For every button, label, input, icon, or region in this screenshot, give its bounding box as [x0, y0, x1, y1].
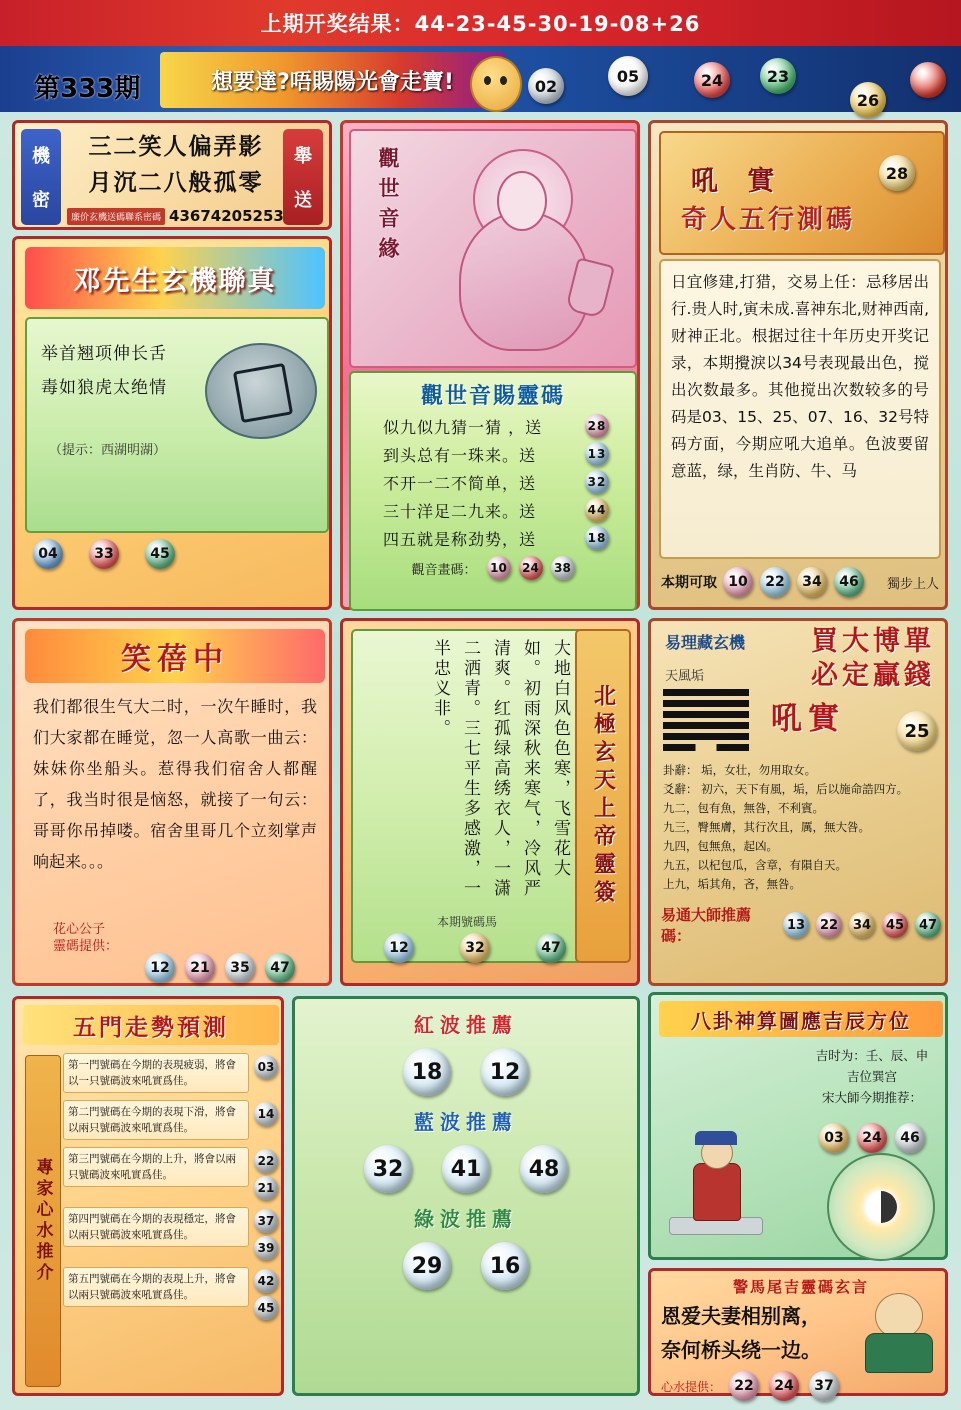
last-draw-bar	[0, 0, 961, 46]
five-gates-panel	[12, 996, 284, 1396]
jimi-left-char2: 密	[32, 190, 50, 211]
blue-wave-ball: 32	[364, 1145, 412, 1193]
yijing-head: 易理藏玄機	[665, 632, 746, 652]
mr-deng-title: 邓先生玄機聯真	[25, 247, 325, 309]
jimi-contact	[67, 207, 285, 225]
hou-ball: 34	[797, 567, 827, 597]
guanyin-image	[349, 129, 637, 368]
beiji-ball: 12	[384, 933, 414, 963]
guanyin-code-title: 觀世音賜靈碼	[420, 384, 565, 409]
bagua-ball: 03	[819, 1123, 849, 1153]
guanyin-line-ball: 28	[585, 414, 609, 438]
header-ball: 23	[760, 58, 796, 94]
hou-ball: 46	[834, 567, 864, 597]
secret-poem-panel	[12, 120, 332, 230]
joke-ball: 21	[185, 953, 215, 983]
five-gates-row-numbers	[253, 1267, 279, 1320]
green-wave-ball: 16	[481, 1242, 529, 1290]
jimi-right-char1: 舉	[294, 146, 312, 167]
green-wave-title: 綠波推薦	[414, 1207, 518, 1231]
five-gates-row	[63, 1267, 279, 1320]
rhyme-ball: 37	[809, 1371, 839, 1401]
five-gates-ball: 42	[254, 1269, 278, 1293]
mr-deng-panel	[12, 236, 332, 610]
bagua-panel	[648, 992, 948, 1260]
blue-wave-ball: 41	[442, 1145, 490, 1193]
yijing-ball: 22	[816, 912, 842, 938]
yijing-lines	[663, 761, 939, 894]
five-elements-foot	[661, 567, 939, 597]
five-gates-row-text: 第二門號碼在今期的表現下滑，將會以兩只號碼波來吼實爲佳。	[63, 1100, 249, 1140]
five-gates-ball: 14	[254, 1102, 278, 1126]
beiji-panel	[340, 618, 640, 986]
beiji-poem: 大地白风色色寒，飞雪花大如。初雨深秋来寒气，冷风严清爽。红孤绿高绣衣人，一潇二洒青。三七平生多感激，一半忠义非。	[430, 639, 570, 899]
joke-title: 笑蓓中	[25, 629, 325, 683]
rhyme-ball: 24	[769, 1371, 799, 1401]
cartoon-man-icon	[861, 1293, 935, 1371]
rhyme-foot-label: 心水提供：	[661, 1379, 722, 1394]
guanyin-line-text: 四五就是称劲势，送	[383, 529, 537, 549]
jimi-poem-line2: 月沉二八般孤零	[88, 170, 264, 196]
bagua-line3: 宋大師今期推荐：	[821, 1090, 922, 1105]
guanyin-line-ball: 13	[585, 442, 609, 466]
bagua-title: 八卦神算圖應吉辰方位	[659, 1001, 943, 1037]
guanyin-line	[351, 414, 635, 438]
bagua-line1: 吉时为：壬、辰、申	[815, 1048, 929, 1063]
guanyin-line-ball: 18	[585, 526, 609, 550]
rhyme-balls	[729, 1371, 839, 1401]
guanyin-line-text: 到头总有一珠来。送	[383, 445, 537, 465]
five-elements-signature: 獨步上人	[886, 576, 939, 592]
header-ball: 05	[608, 56, 648, 96]
header-ball: 26	[850, 82, 886, 118]
joke-balls	[145, 953, 295, 983]
rhyme-line2: 奈何桥头绕一边。	[661, 1338, 821, 1362]
five-elements-panel	[648, 120, 948, 610]
yijing-foot	[661, 904, 941, 946]
joke-ball: 35	[225, 953, 255, 983]
yijing-foot-label: 易通大師推薦碼：	[661, 906, 752, 945]
five-elements-foot-label: 本期可取	[661, 575, 717, 591]
blue-wave-balls	[295, 1145, 637, 1193]
yijing-ball: 13	[783, 912, 809, 938]
five-gates-ball: 03	[254, 1055, 278, 1079]
beiji-ball: 47	[536, 933, 566, 963]
five-gates-row-text: 第一門號碼在今期的表現疲弱，將會以一只號碼波來吼實爲佳。	[63, 1053, 249, 1093]
wave-recommend-panel	[292, 996, 640, 1396]
yijing-ball: 45	[882, 912, 908, 938]
yijing-slogan-line1: 買大博單	[811, 626, 935, 657]
guanyin-foot	[351, 556, 635, 580]
green-wave-ball: 29	[403, 1242, 451, 1290]
five-elements-header	[659, 131, 945, 255]
five-gates-ball: 22	[254, 1149, 278, 1173]
guanyin-code-box	[349, 371, 637, 611]
guanyin-foot-ball: 10	[487, 556, 511, 580]
mr-deng-hint: （提示：西湖明湖）	[49, 443, 167, 458]
red-wave-title: 紅波推薦	[414, 1013, 518, 1037]
guanyin-foot-ball: 24	[519, 556, 543, 580]
page-header	[0, 0, 961, 112]
jimi-left-char1: 機	[32, 146, 50, 167]
guanyin-figure-icon	[421, 141, 631, 356]
joke-sign-line2: 靈碼提供：	[53, 939, 119, 954]
blue-wave-ball: 48	[520, 1145, 568, 1193]
yijing-slogan	[745, 625, 935, 693]
last-draw-numbers: 44-23-45-30-19-08+26	[414, 12, 701, 36]
red-wave-ball: 12	[481, 1048, 529, 1096]
jimi-right-char2: 送	[294, 190, 312, 211]
promo-banner: 想要達?唔賜陽光會走寶!	[160, 52, 505, 108]
rhyme-ball: 22	[729, 1371, 759, 1401]
yijing-hou-text: 吼實	[771, 701, 845, 737]
beiji-note: 本期號碼馬	[436, 915, 497, 929]
bagua-text	[801, 1045, 943, 1108]
yijing-ball: 47	[915, 912, 941, 938]
five-gates-row	[63, 1053, 279, 1093]
guanyin-lines	[351, 414, 635, 550]
yijing-line: 九三，臀無膚，其行次且，厲，無大咎。	[663, 820, 870, 834]
figurine-icon	[669, 1125, 761, 1235]
five-gates-ball: 45	[254, 1296, 278, 1320]
guanyin-foot-label: 觀音畫碼：	[411, 562, 477, 578]
rhyme-panel	[648, 1268, 948, 1396]
guanyin-line	[351, 526, 635, 550]
joke-ball: 47	[265, 953, 295, 983]
yijing-line: 九五，以杞包瓜，含章，有隕自天。	[663, 858, 847, 872]
mr-deng-balls	[33, 539, 317, 569]
five-gates-row	[63, 1147, 279, 1200]
five-gates-ball: 21	[254, 1176, 278, 1200]
five-gates-side-label: 專家心水推介	[25, 1055, 61, 1387]
red-wave-balls	[295, 1048, 637, 1096]
deng-ball: 04	[33, 539, 63, 569]
five-gates-row	[63, 1100, 279, 1140]
bagua-ball: 24	[857, 1123, 887, 1153]
last-draw-text	[0, 8, 961, 38]
five-elements-body: 日宜修建,打猎，交易上任：忌移居出行.贵人时,寅未成.喜神东北,财神西南,财神正北。根据过往十年历史开奖记录，本期攪淚以34号表现最出色，搅出次数最多。其他搅出次数较多的号码是03、15、25、07、16、32号特码方面，今期应吼大追单。色波要留意蓝，绿，生肖防、牛、马	[659, 259, 941, 559]
jimi-poem	[69, 129, 283, 201]
five-elements-balls	[723, 567, 864, 597]
hexagram-icon	[663, 685, 749, 755]
yijing-panel	[648, 618, 948, 986]
five-gates-row-numbers	[253, 1147, 279, 1200]
guanyin-line-ball: 32	[585, 470, 609, 494]
guanyin-line	[351, 442, 635, 466]
five-gates-ball: 37	[254, 1209, 278, 1233]
jimi-contact-tag: 廉价玄機送碼聯系密碼	[67, 208, 165, 225]
joke-footer	[27, 921, 323, 955]
beiji-side-title: 北極玄天上帝靈簽	[575, 629, 631, 963]
bagua-wheel-icon	[827, 1153, 935, 1261]
red-wave-ball: 18	[403, 1048, 451, 1096]
deng-ball: 33	[89, 539, 119, 569]
mr-deng-poem	[41, 337, 201, 405]
blue-wave-title: 藍波推薦	[414, 1110, 518, 1134]
rhyme-line1: 恩爱夫妻相别离，	[661, 1304, 821, 1328]
mr-deng-poem-line1: 举首翘项伸长舌	[41, 344, 167, 364]
header-ball: 24	[694, 62, 730, 98]
joke-ball: 12	[145, 953, 175, 983]
yijing-slogan-line2: 必定贏錢	[811, 660, 935, 691]
bagua-line2: 吉位巽宫	[846, 1069, 897, 1084]
joke-panel	[12, 618, 332, 986]
guanyin-panel	[340, 120, 640, 610]
joke-body: 我们都很生气大二时，一次午睡时，我们大家都在睡觉，忽一人高歌一曲云：妹妹你坐船头。惹得我们宿舍人都醒了，我当时很是恼怒，就接了一句云：哥哥你吊掉喽。宿舍里哥几个立刻掌声响起来。。。	[33, 697, 317, 871]
five-gates-row-numbers	[253, 1207, 279, 1260]
mr-deng-poem-line2: 毒如狼虎太绝情	[41, 378, 167, 398]
yijing-line: 九四，包無魚，起凶。	[663, 839, 778, 853]
guanyin-line	[351, 470, 635, 494]
yijing-line: 爻辭： 初六，天下有風，垢，后以施命誥四方。	[663, 782, 909, 796]
yijing-balls	[783, 912, 941, 938]
yijing-gua-name: 天風垢	[665, 669, 705, 684]
issue-number: 第333期	[34, 74, 141, 104]
guanyin-line-ball: 44	[585, 498, 609, 522]
guanyin-line-text: 三十洋足二九来。送	[383, 501, 537, 521]
last-draw-label: 上期开奖结果：	[260, 12, 415, 36]
yijing-ball: 34	[849, 912, 875, 938]
rhyme-poem	[661, 1299, 867, 1367]
bagua-ball: 46	[895, 1123, 925, 1153]
guanyin-line-text: 似九似九猜一猜 ，送	[383, 417, 543, 437]
header-ball: 02	[528, 68, 564, 104]
seal-icon	[205, 343, 317, 439]
jimi-right-label	[283, 129, 323, 225]
jimi-contact-number: 43674205253	[169, 207, 284, 225]
guanyin-foot-ball: 38	[551, 556, 575, 580]
jimi-poem-line1: 三二笑人偏弄影	[88, 134, 264, 160]
header-ball	[910, 62, 946, 98]
beiji-balls	[361, 933, 589, 963]
green-wave-balls	[295, 1242, 637, 1290]
five-gates-title: 五門走勢預測	[23, 1005, 279, 1045]
yijing-line: 上九，垢其角，吝，無咎。	[663, 877, 801, 891]
yijing-hou-ball: 25	[897, 711, 937, 751]
jimi-left-label	[21, 129, 61, 225]
joke-sign-line1: 花心公子	[53, 922, 106, 937]
five-gates-ball: 39	[254, 1236, 278, 1260]
five-gates-row-text: 第四門號碼在今期的表現穩定，將會以兩只號碼波來吼實爲佳。	[63, 1207, 249, 1247]
guanyin-line-text: 不开一二不简单，送	[383, 473, 537, 493]
deng-ball: 45	[145, 539, 175, 569]
five-gates-row-numbers	[253, 1100, 279, 1126]
beiji-ball: 32	[460, 933, 490, 963]
hou-ball: 22	[760, 567, 790, 597]
guanyin-foot-balls	[487, 556, 575, 580]
rhyme-foot	[661, 1371, 941, 1401]
five-gates-row	[63, 1207, 279, 1260]
five-gates-row-text: 第五門號碼在今期的表現上升，將會以兩只號碼波來吼實爲佳。	[63, 1267, 249, 1307]
five-gates-rows	[63, 1053, 279, 1327]
yijing-line: 卦辭： 垢，女壮，勿用取女。	[663, 763, 817, 777]
mr-deng-body	[25, 317, 329, 533]
guanyin-side-title: 觀世音緣	[376, 147, 400, 267]
bagua-balls	[801, 1123, 943, 1153]
five-elements-title-ball: 28	[879, 155, 915, 191]
mascot-icon	[470, 56, 522, 112]
five-elements-title: 吼 實	[691, 166, 785, 197]
five-gates-row-text: 第三門號碼在今期的上升，將會以兩只號碼波來吼實爲佳。	[63, 1147, 249, 1187]
rhyme-title: 警馬尾吉靈碼玄言	[732, 1277, 869, 1296]
yijing-line: 九二，包有魚，無咎，不利賓。	[663, 801, 824, 815]
guanyin-line	[351, 498, 635, 522]
beiji-body	[351, 629, 583, 963]
hou-ball: 10	[723, 567, 753, 597]
five-elements-subtitle: 奇人五行測碼	[681, 205, 856, 235]
five-gates-row-numbers	[253, 1053, 279, 1079]
